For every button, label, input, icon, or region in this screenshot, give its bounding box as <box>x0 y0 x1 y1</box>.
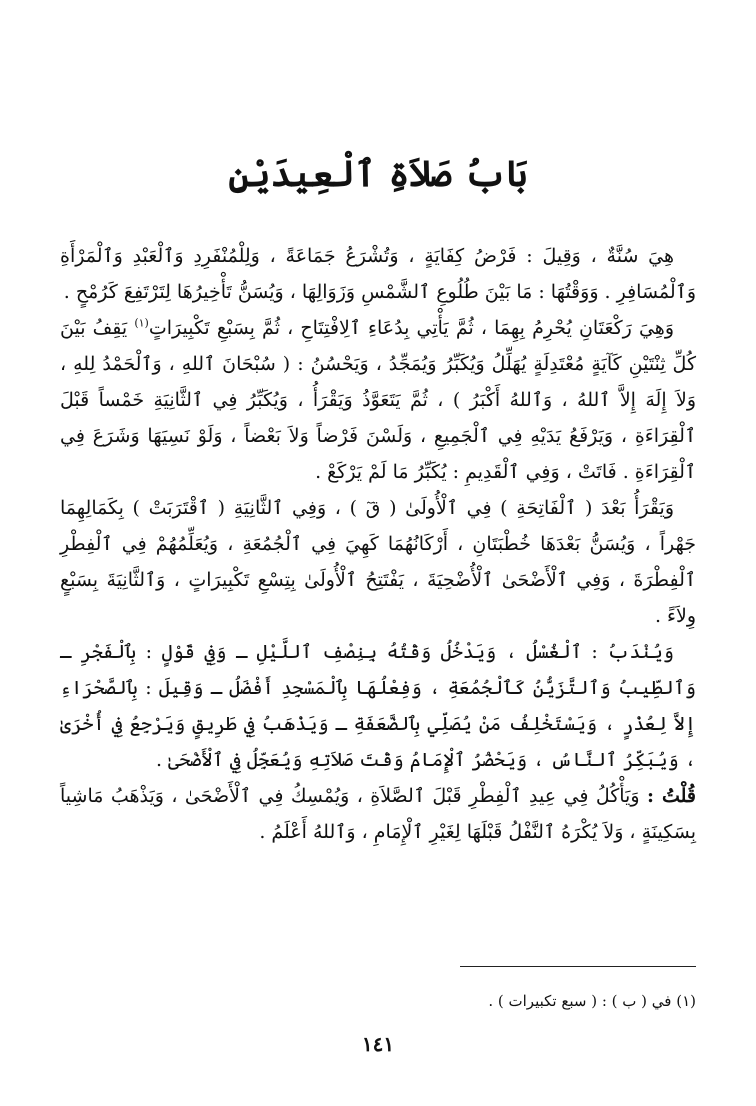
paragraph-1: هِيَ سُنَّةٌ ، وَقِيلَ : فَرْضُ كِفَايَةٍ ، وَتُشْرَعُ جَمَاعَةً ، وَلِلْمُنْفَرِدِ وَٱلْعَبْدِ وَٱلْمَرْأَةِ وَٱلْمُسَافِرِ . وَوَقْتُهَا : مَا بَيْنَ طُلُوعِ ٱلشَّمْسِ وَزَوَالِهَا ، وَيُسَنُّ تَأْخِيرُهَا لِتَرْتَفِعَ كَرُمْحٍ . <box>60 245 696 303</box>
footnote-ref[interactable]: (١) <box>134 316 149 330</box>
footnote: (١) في ( ب ) : ( سبع تكبيرات ) . <box>488 992 696 1010</box>
paragraph-2-rest: يَقِفُ بَيْنَ كُلِّ ثِنْتَيْنِ كَآيَةٍ مُعْتَدِلَةٍ يُهَلِّلُ وَيُكَبِّرُ وَيُمَجِّدُ ، وَيَحْسُنُ : ( سُبْحَانَ ٱللهِ ، وَٱلْحَمْدُ لِلهِ ، وَلاَ إِلَهَ إِلاَّ ٱللهُ ، وَٱللهُ أَكْبَرُ ) ، ثُمَّ يَتَعَوَّذُ وَيَقْرَأُ ، وَيُكَبِّرُ فِي ٱلثَّانِيَةِ خَمْساً قَبْلَ ٱلْقِرَاءَةِ ، وَيَرْفَعُ يَدَيْهِ فِي ٱلْجَمِيعِ ، وَلَسْنَ فَرْضاً وَلاَ بَعْضاً ، وَلَوْ نَسِيَهَا وَشَرَعَ فِي ٱلْقِرَاءَةِ . فَاتَتْ ، وَفِي ٱلْقَدِيمِ : يُكَبِّرُ مَا لَمْ يَرْكَعْ . <box>60 317 696 483</box>
page-number: ١٤١ <box>361 1032 395 1056</box>
document-page <box>60 0 696 1106</box>
main-text <box>60 238 696 850</box>
paragraph-5-text: وَيَأْكُلُ فِي عِيدِ ٱلْفِطْرِ قَبْلَ ٱلصَّلاَةِ ، وَيُمْسِكُ فِي ٱلْأَضْحَىٰ ، وَيَذْهَبُ مَاشِياً بِسَكِينَةٍ ، وَلاَ يُكْرَهُ ٱلنَّفْلُ قَبْلَهَا لِغَيْرِ ٱلْإِمَامِ ، وَٱللهُ أَعْلَمُ . <box>60 785 696 843</box>
paragraph-5 <box>60 778 696 850</box>
paragraph-2 <box>60 310 696 490</box>
chapter-title: بَابُ صَلاَةِ ٱلْعِيدَيْنِ <box>228 153 528 195</box>
footnote-divider <box>460 966 696 967</box>
qult-label: قُلْتُ : <box>646 785 696 807</box>
paragraph-3: وَيَقْرَأُ بَعْدَ ( ٱلْفَاتِحَةِ ) فِي ٱلْأُولَىٰ ( قٓ ) ، وَفِي ٱلثَّانِيَةِ ( ٱقْتَرَبَتْ ) بِكَمَالِهِمَا جَهْراً ، وَيُسَنُّ بَعْدَهَا خُطْبَتَانِ ، أَرْكَانُهُمَا كَهِيَ فِي ٱلْجُمُعَةِ ، وَيُعَلِّمُهُمْ فِي ٱلْفِطْرِ ٱلْفِطْرَةَ ، وَفِي ٱلْأَضْحَىٰ ٱلْأُضْحِيَةَ ، يَفْتَتِحُ ٱلْأُولَىٰ بِتِسْعِ تَكْبِيرَاتٍ ، وَٱلثَّانِيَةَ بِسَبْعٍ وِلاَءً . <box>60 497 696 627</box>
paragraph-4: وَيُنْدَبُ : ٱلْغُسْلُ ، وَيَدْخُلُ وَقْتُهُ بِنِصْفِ ٱللَّيْلِ ـ وَفِي قَوْلٍ : بِٱلْفَجْرِ ـ وَٱلطِّيبُ وَٱلتَّزَيُّنُ كَٱلْجُمُعَةِ ، وَفِعْلُهَا بِٱلْمَسْجِدِ أَفْضَلُ ـ وَقِيلَ : بِٱلصَّحْرَاءِ إِلاَّ لِعُذْرٍ ، وَيَسْتَخْلِفُ مَنْ يُصَلِّي بِٱلضَّعَفَةِ ـ وَيَذْهَبُ فِي طَرِيقٍ وَيَرْجِعُ فِي أُخْرَىٰ ، وَيُبَكِّرُ ٱلنَّاسُ ، وَيَحْضُرُ ٱلْإِمَامُ وَقْتَ صَلاَتِهِ وَيُعَجِّلُ فِي ٱلْأَضْحَىٰ . <box>60 641 696 771</box>
paragraph-2-start: وَهِيَ رَكْعَتَانِ يُحْرِمُ بِهِمَا ، ثُمَّ يَأْتِي بِدُعَاءِ ٱلِافْتِتَاحِ ، ثُمَّ بِسَبْعِ تَكْبِيرَاتٍ <box>148 317 674 339</box>
